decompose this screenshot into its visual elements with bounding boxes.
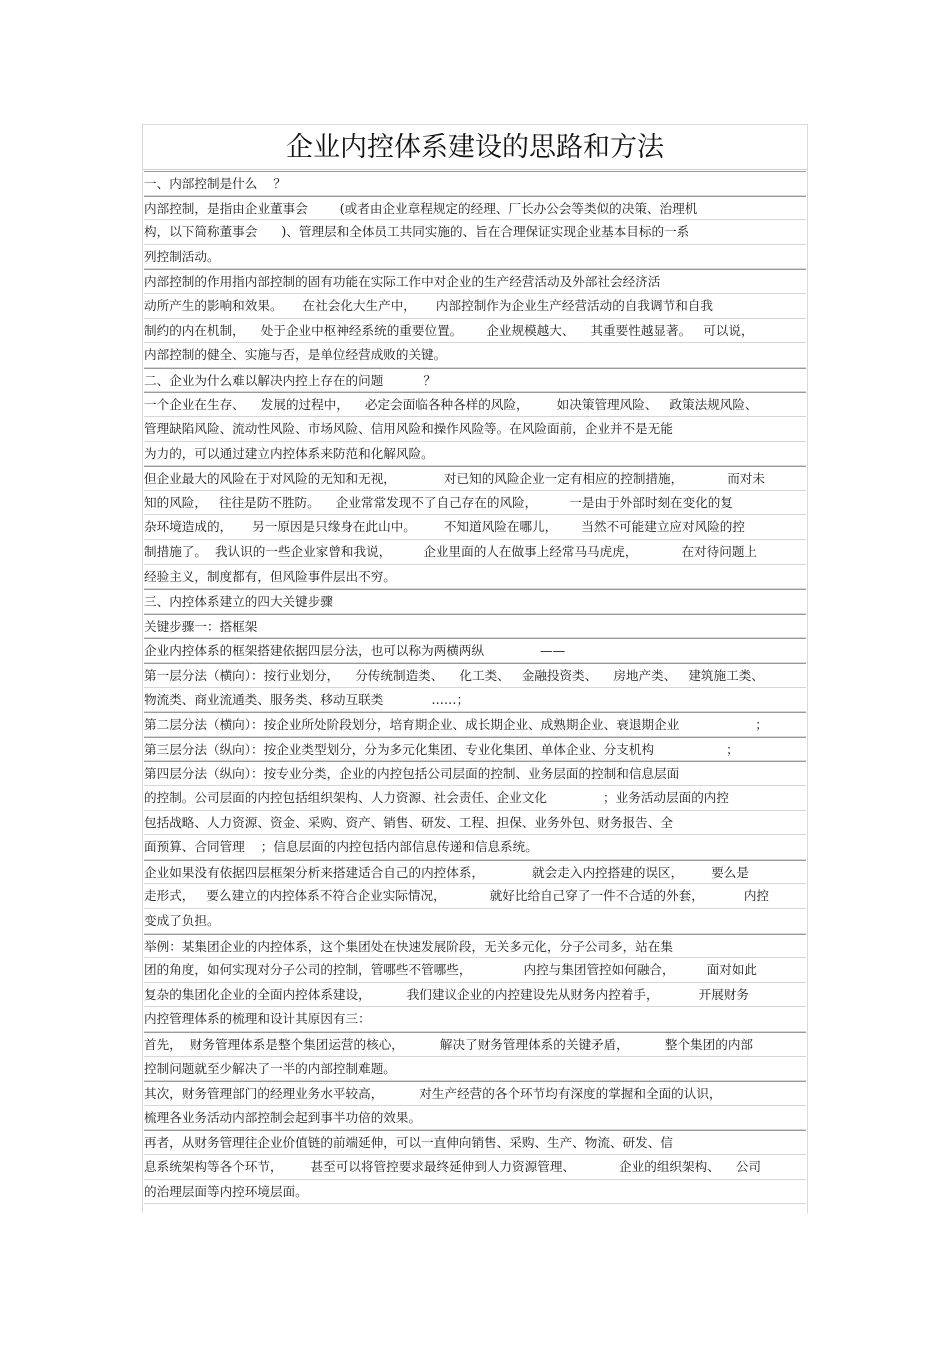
text-line: 一个企业在生存、 发展的过程中， 必定会面临各种各样的风险， 如决策管理风险、 政策法规风险、 [144, 392, 806, 417]
text-line: 内部控制的健全、实施与否，是单位经营成败的关键。 [144, 343, 806, 368]
text-line: 关键步骤一：搭框架 [144, 614, 806, 639]
text-line: 内控管理体系的梳理和设计其原因有三： [144, 1007, 806, 1032]
text-line: 举例：某集团企业的内控体系，这个集团处在快速发展阶段，无关多元化，分子公司多，站在集 [144, 934, 806, 959]
text-line: 二、企业为什么难以解决内控上存在的问题 ？ [144, 368, 806, 393]
text-line: 控制问题就至少解决了一半的内部控制难题。 [144, 1057, 806, 1082]
text-line: 企业内控体系的框架搭建依据四层分法，也可以称为两横两纵 —— [144, 638, 806, 663]
document-page [142, 124, 808, 1213]
text-line: 制约的内在机制， 处于企业中枢神经系统的重要位置。 企业规模越大、 其重要性越显著。 可以说， [144, 319, 806, 344]
text-line: 首先， 财务管理体系是整个集团运营的核心， 解决了财务管理体系的关键矛盾， 整个集团的内部 [144, 1032, 806, 1057]
text-line: 制措施了。 我认识的一些企业家曾和我说， 企业里面的人在做事上经常马马虎虎， 在对待问题上 [144, 540, 806, 565]
text-line: 的控制。公司层面的内控包括组织架构、人力资源、社会责任、企业文化 ；业务活动层面的内控 [144, 786, 806, 811]
text-line: 列控制活动。 [144, 245, 806, 270]
text-line: 再者，从财务管理往企业价值链的前端延伸，可以一直伸向销售、采购、生产、物流、研发、信 [144, 1130, 806, 1155]
text-line: 团的角度，如何实现对分子公司的控制，管哪些不管哪些， 内控与集团管控如何融合， 面对如此 [144, 958, 806, 983]
text-line: 的治理层面等内控环境层面。 [144, 1180, 806, 1205]
document-title: 企业内控体系建设的思路和方法 [143, 127, 807, 170]
text-line: 为力的，可以通过建立内控体系来防范和化解风险。 [144, 442, 806, 467]
text-line: 但企业最大的风险在于对风险的无知和无视， 对已知的风险企业一定有相应的控制措施， 而对未 [144, 466, 806, 491]
text-line: 复杂的集团化企业的全面内控体系建设， 我们建议企业的内控建设先从财务内控着手， 开展财务 [144, 983, 806, 1008]
text-line: 管理缺陷风险、流动性风险、市场风险、信用风险和操作风险等。在风险面前，企业并不是无能 [144, 417, 806, 442]
text-line: 第四层分法（纵向）：按专业分类，企业的内控包括公司层面的控制、业务层面的控制和信息层面 [144, 761, 806, 786]
text-line: 构，以下简称董事会 )、管理层和全体员工共同实施的、旨在合理保证实现企业基本目标的一系 [144, 220, 806, 245]
text-line: 经验主义，制度都有，但风险事件层出不穷。 [144, 565, 806, 590]
text-line: 息系统架构等各个环节， 甚至可以将管控要求最终延伸到人力资源管理、 企业的组织架构、 公司 [144, 1155, 806, 1180]
text-line: 企业如果没有依据四层框架分析来搭建适合自己的内控体系， 就会走入内控搭建的误区， 要么是 [144, 860, 806, 885]
text-line: 梳理各业务活动内部控制会起到事半功倍的效果。 [144, 1106, 806, 1131]
text-line: 内部控制的作用指内部控制的固有功能在实际工作中对企业的生产经营活动及外部社会经济活 [144, 269, 806, 294]
text-line: 一、内部控制是什么 ？ [144, 171, 806, 196]
text-line: 知的风险， 往往是防不胜防。 企业常常发现不了自己存在的风险， 一是由于外部时刻在变化的复 [144, 491, 806, 516]
text-line: 第一层分法（横向）：按行业划分， 分传统制造类、 化工类、 金融投资类、 房地产类、 建筑施工类、 [144, 663, 806, 688]
text-line: 走形式， 要么建立的内控体系不符合企业实际情况， 就好比给自己穿了一件不合适的外套， 内控 [144, 884, 806, 909]
text-line: 第二层分法（横向）：按企业所处阶段划分，培育期企业、成长期企业、成熟期企业、衰退期企业 ； [144, 712, 806, 737]
text-line: 面预算、合同管理 ；信息层面的内控包括内部信息传递和信息系统。 [144, 835, 806, 860]
text-line: 变成了负担。 [144, 909, 806, 934]
text-line: 动所产生的影响和效果。 在社会化大生产中， 内部控制作为企业生产经营活动的自我调节和自我 [144, 294, 806, 319]
text-line: 内部控制，是指由企业董事会 (或者由企业章程规定的经理、厂长办公会等类似的决策、治理机 [144, 196, 806, 221]
text-line: 第三层分法（纵向）：按企业类型划分，分为多元化集团、专业化集团、单体企业、分支机构 ； [144, 737, 806, 762]
text-line: 三、内控体系建立的四大关键步骤 [144, 589, 806, 614]
text-line: 杂环境造成的， 另一原因是只缘身在此山中。 不知道风险在哪儿， 当然不可能建立应对风险的控 [144, 515, 806, 540]
text-line: 其次，财务管理部门的经理业务水平较高， 对生产经营的各个环节均有深度的掌握和全面的认识， [144, 1081, 806, 1106]
text-line: 包括战略、人力资源、资金、采购、资产、销售、研发、工程、担保、业务外包、财务报告、全 [144, 811, 806, 836]
text-line: 物流类、商业流通类、服务类、移动互联类 ……； [144, 688, 806, 713]
